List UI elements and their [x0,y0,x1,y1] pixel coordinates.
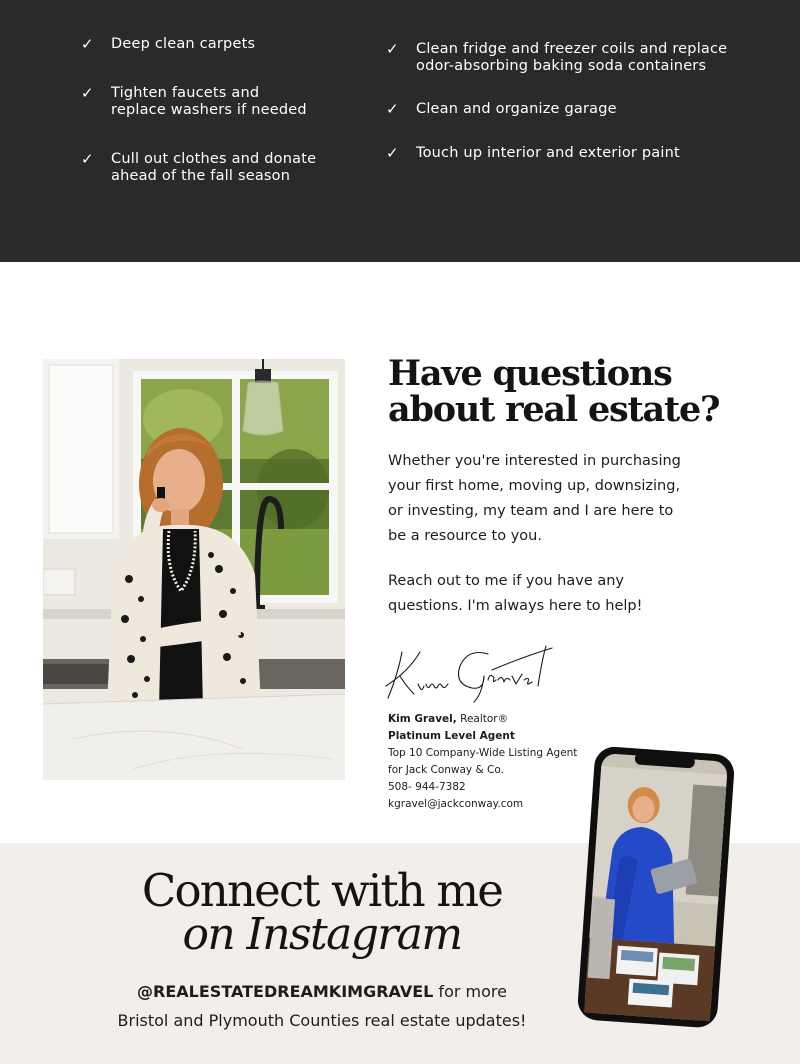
questions-paragraph: Whether you're interested in purchasing your first home, moving up, downsizing, or investing, my team and I are here to be a resource to you. [388,453,681,544]
agent-award: Top 10 Company-Wide Listing Agent [388,747,578,759]
instagram-line-1-suffix: for more [433,982,507,1001]
instagram-line-2: Bristol and Plymouth Counties real estate updates! [117,1011,527,1030]
checklist-item [386,41,727,75]
questions-heading: Have questions about real estate? [388,353,720,430]
instagram-title: Connect with me [141,864,503,917]
signature [380,640,555,706]
instagram-line-1 [80,982,564,1002]
agent-phone: 508- 944-7382 [388,781,466,793]
agent-company: for Jack Conway & Co. [388,764,504,776]
instagram-handle: @REALESTATEDREAMKIMGRAVEL [137,982,434,1001]
contact-name-line [388,711,577,728]
checkmark-icon: ✓ [386,100,399,118]
checklist-item-text: Deep clean carpets [111,36,256,52]
checkmark-icon: ✓ [386,144,399,162]
agent-photo [43,359,345,780]
checkmark-icon: ✓ [81,150,94,168]
instagram-subtitle: on Instagram [182,909,462,960]
checklist-item-text: Clean fridge and freezer coils and replace odor-absorbing baking soda containers [416,41,728,74]
checklist-item [81,85,307,119]
checkmark-icon: ✓ [81,84,94,102]
checkmark-icon: ✓ [81,35,94,53]
checklist-item-text: Tighten faucets and replace washers if needed [111,85,307,118]
checklist-item-text: Cull out clothes and donate ahead of the fall season [111,151,317,184]
contact-block [388,711,577,813]
checklist-item-text: Clean and organize garage [416,101,617,117]
agent-level: Platinum Level Agent [388,730,515,742]
agent-name: Kim Gravel, [388,713,457,725]
agent-title: Realtor® [456,713,509,725]
checklist-item-text: Touch up interior and exterior paint [416,145,680,161]
checklist-item [81,151,316,185]
checklist-item [81,36,255,53]
agent-email: kgravel@jackconway.com [388,798,524,810]
checkmark-icon: ✓ [386,40,399,58]
checklist-item [386,101,617,118]
phone-mockup [566,742,742,1032]
questions-paragraph: Reach out to me if you have any questions. I'm always here to help! [388,573,643,614]
checklist-item [386,145,680,162]
